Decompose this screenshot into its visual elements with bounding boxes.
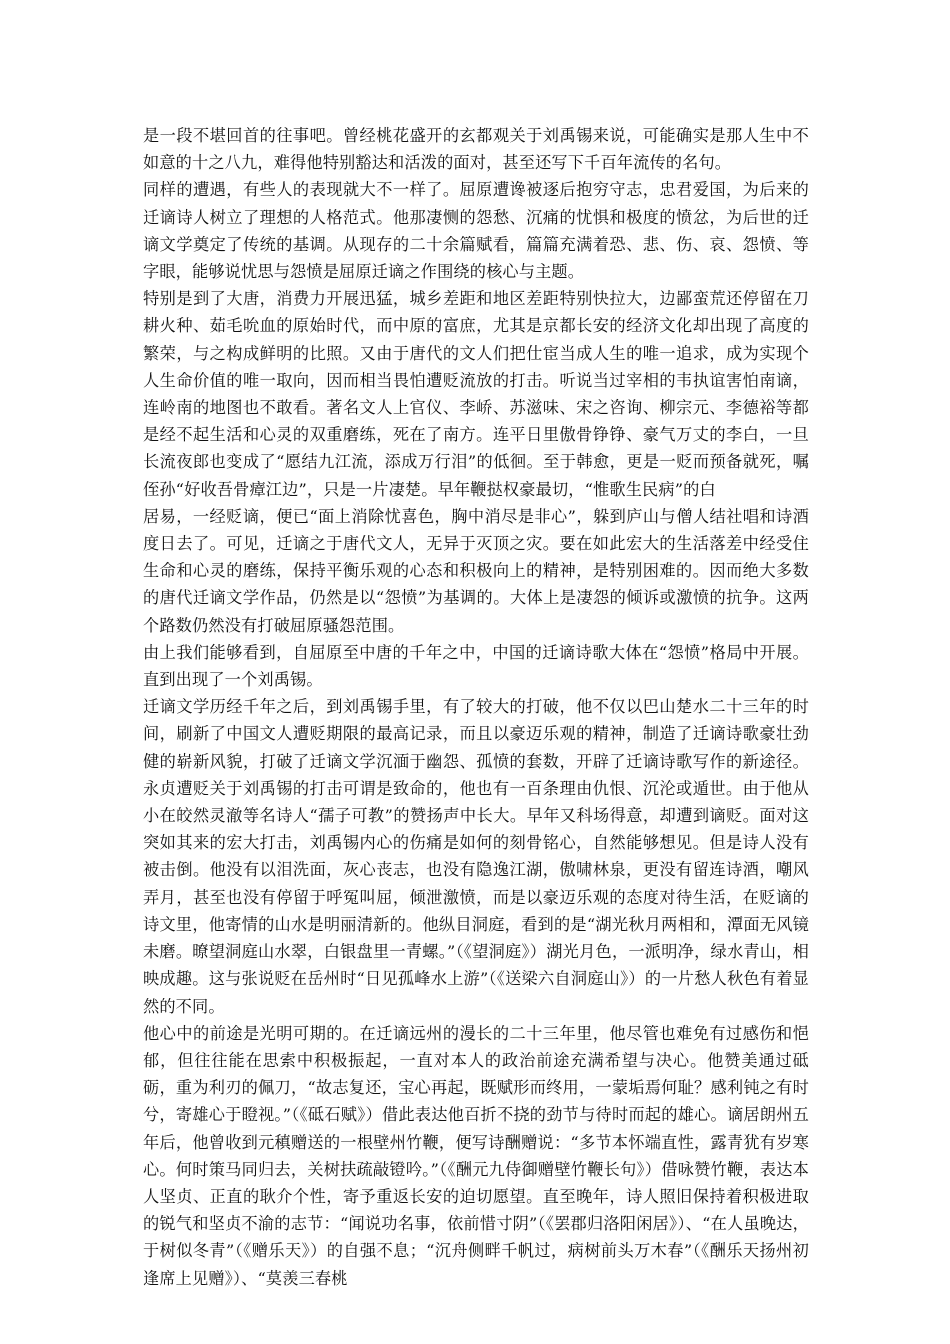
paragraph-1: 是一段不堪回首的往事吧。曾经桃花盛开的玄都观关于刘禹锡来说，可能确实是那人生中不如意的十之八九，难得他特别豁达和活泼的面对，甚至还写下千百年流传的名句。: [143, 126, 809, 173]
paragraph-7: 他心中的前途是光明可期的。在迁谪远州的漫长的二十三年里，他尽管也难免有过感伤和悒郁，但往往能在思索中积极振起，一直对本人的政治前途充满希望与决心。他赞美通过砥砺，重为利刃的佩刀，“故志复还，宝心再起，既赋形而终用，一蒙垢焉何耻？感利钝之有时兮，寄雄心于瞪视。”（《砥石赋》）借此表达他百折不挠的劲节与待时而起的雄心。谪居朗州五年后，他曾收到元稹赠送的一根壁州竹鞭，便写诗酬赠说：“多节本怀端直性，露青犹有岁寒心。何时策马同归去，关树扶疏敲镫吟。”（《酬元九侍御赠壁竹鞭长句》）借咏赞竹鞭，表达本人坚贞、正直的耿介个性，寄予重返长安的迫切愿望。直至晚年，诗人照旧保持着积极进取的锐气和坚贞不渝的志节：“闻说功名事，依前惜寸阴”（《罢郡归洛阳闲居》）、“在人虽晚达，于树似冬青”（《赠乐天》）的自强不息；“沉舟侧畔千帆过，病树前头万木春”（《酬乐天扬州初逢席上见赠》）、“莫羡三春桃: [143, 1023, 809, 1288]
paragraph-6: 迁谪文学历经千年之后，到刘禹锡手里，有了较大的打破，他不仅以巴山楚水二十三年的时间，刷新了中国文人遭贬期限的最高记录，而且以豪迈乐观的精神，制造了迁谪诗歌豪壮劲健的崭新风貌，打破了迁谪文学沉湎于幽怨、孤愤的套数，开辟了迁谪诗歌写作的新途径。永贞遭贬关于刘禹锡的打击可谓是致命的，他也有一百条理由仇恨、沉沦或遁世。由于他从小在皎然灵澈等名诗人“孺子可教”的赞扬声中长大。早年又科场得意，却遭到谪贬。面对这突如其来的宏大打击，刘禹锡内心的伤痛是如何的刻骨铭心，自然能够想见。但是诗人没有被击倒。他没有以泪洗面，灰心丧志，也没有隐逸江湖，傲啸林泉，更没有留连诗酒，嘲风弄月，甚至也没有停留于呼冤叫屈，倾泄激愤，而是以豪迈乐观的态度对待生活，在贬谪的诗文里，他寄情的山水是明丽清新的。他纵目洞庭，看到的是“湖光秋月两相和，潭面无风镜未磨。暸望洞庭山水翠，白银盘里一青螺。”（《望洞庭》）湖光月色，一派明净，绿水青山，相映成趣。这与张说贬在岳州时“日见孤峰水上游”（《送梁六自洞庭山》）的一片愁人秋色有着显然的不同。: [143, 697, 809, 1016]
paragraph-4: 居易，一经贬谪，便已“面上消除忧喜色，胸中消尽是非心”，躲到庐山与僧人结社唱和诗酒度日去了。可见，迁谪之于唐代文人，无异于灭顶之灾。要在如此宏大的生活落差中经受住生命和心灵的磨练，保持平衡乐观的心态和积极向上的精神，是特别困难的。因而绝大多数的唐代迁谪文学作品，仍然是以“怨愤”为基调的。大体上是凄怨的倾诉或激愤的抗争。这两个路数仍然没有打破屈原骚怨范围。: [143, 506, 809, 635]
paragraph-2: 同样的遭遇，有些人的表现就大不一样了。屈原遭谗被逐后抱穷守志，忠君爱国，为后来的迁谪诗人树立了理想的人格范式。他那凄恻的怨愁、沉痛的忧惧和极度的愤忿，为后世的迁谪文学奠定了传统的基调。从现存的二十余篇赋看，篇篇充满着恐、悲、伤、哀、怨愤、等字眼，能够说忧思与怨愤是屈原迁谪之作围绕的核心与主题。: [143, 180, 809, 282]
paragraph-3: 特别是到了大唐，消费力开展迅猛，城乡差距和地区差距特别快拉大，边鄙蛮荒还停留在刀耕火种、茹毛吮血的原始时代，而中原的富庶，尤其是京都长安的经济文化却出现了高度的繁荣，与之构成鲜明的比照。又由于唐代的文人们把仕宦当成人生的唯一追求，成为实现个人生命价值的唯一取向，因而相当畏怕遭贬流放的打击。听说当过宰相的韦执谊害怕南谪，连岭南的地图也不敢看。著名文人上官仪、李峤、苏滋味、宋之咨询、柳宗元、李德裕等都是经不起生活和心灵的双重磨练，死在了南方。连平日里傲骨铮铮、豪气万丈的李白，一旦长流夜郎也变成了“愿结九江流，添成万行泪”的低徊。至于韩愈，更是一贬而预备就死，嘱侄孙“好收吾骨瘴江边”，只是一片凄楚。早年鞭挞权豪最切，“惟歌生民病”的白: [143, 289, 809, 499]
paragraph-5: 由上我们能够看到，自屈原至中唐的千年之中，中国的迁谪诗歌大体在“怨愤”格局中开展。直到出现了一个刘禹锡。: [143, 642, 809, 690]
document-body: [143, 122, 809, 1292]
